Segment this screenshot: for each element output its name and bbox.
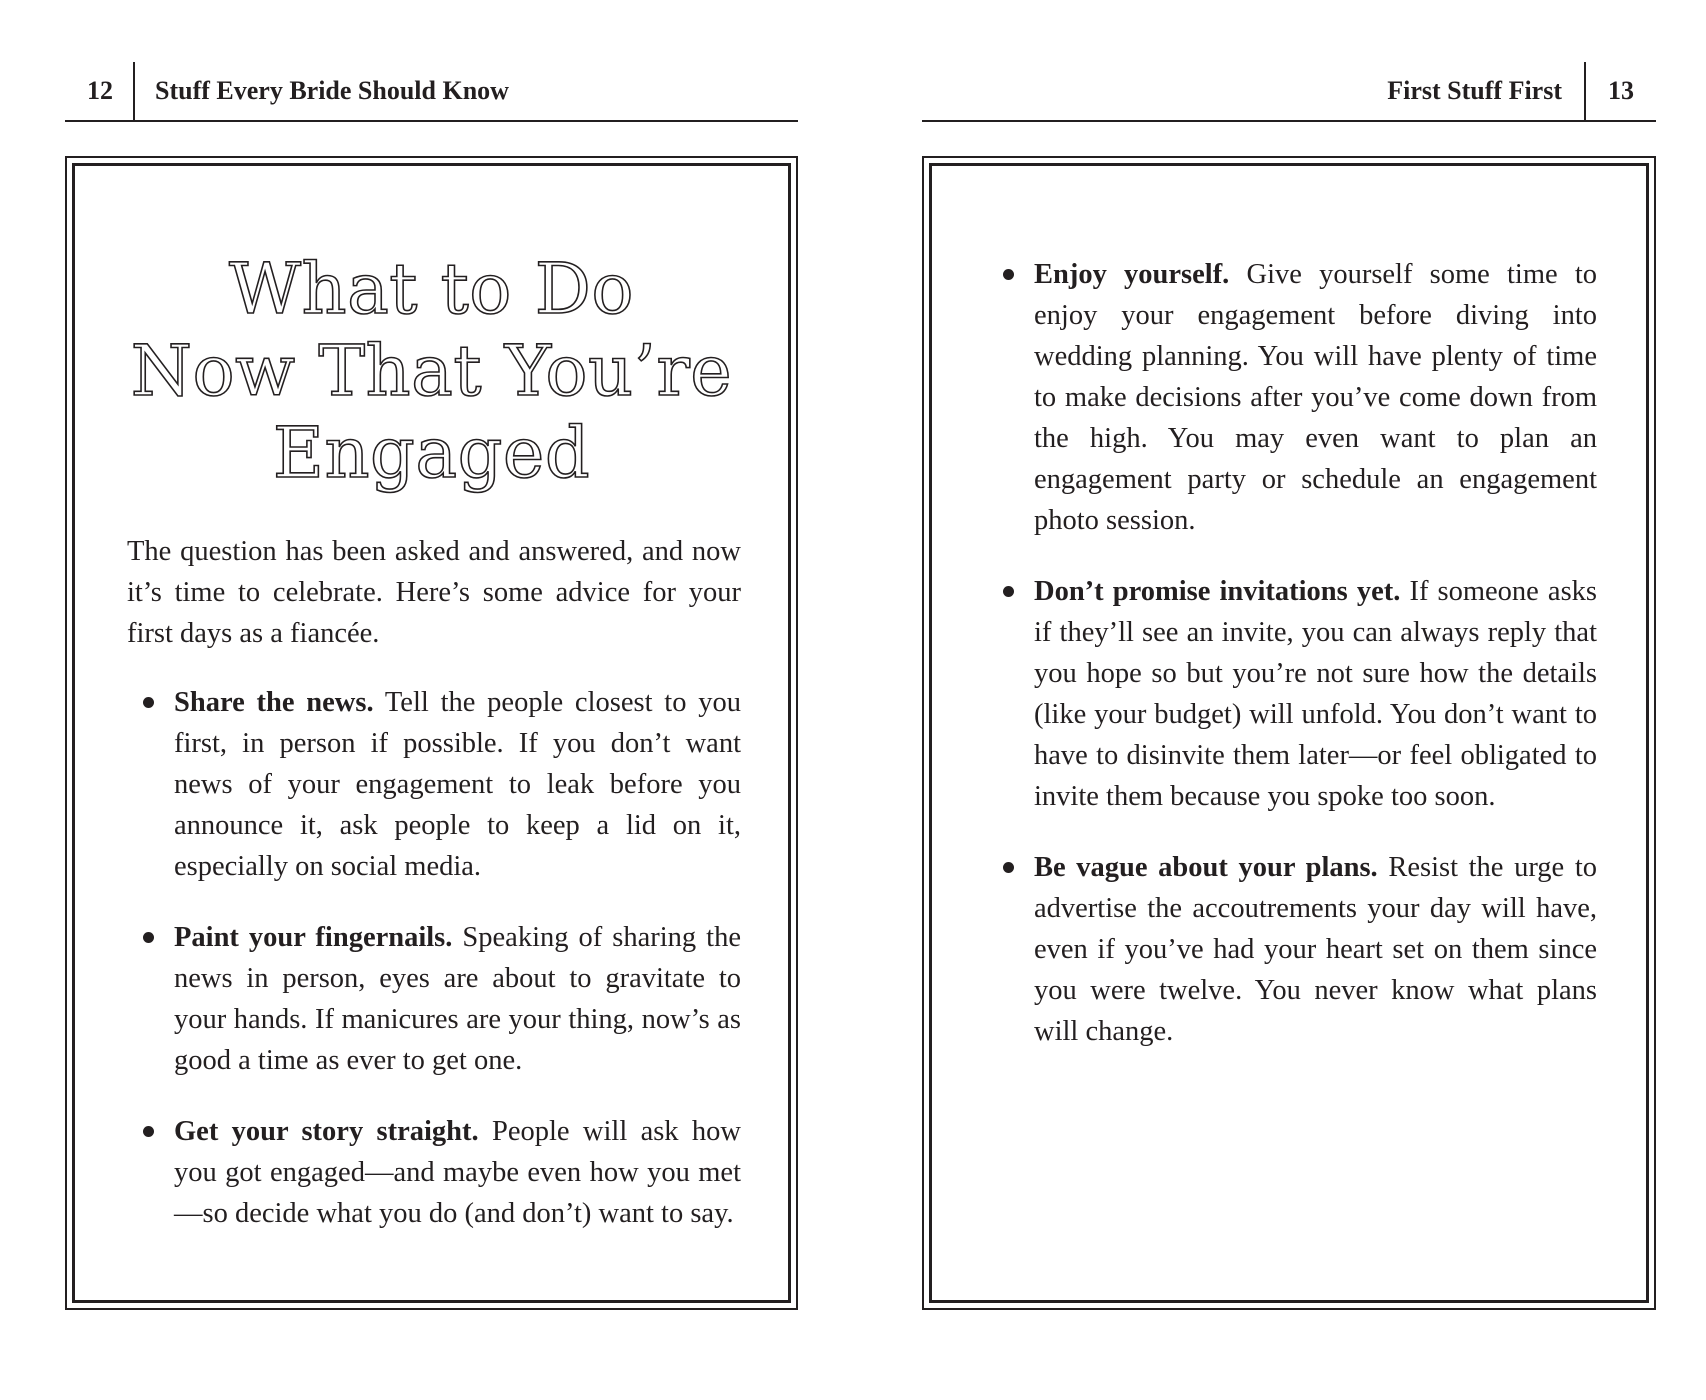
advice-item [174,917,741,1081]
advice-lead: Get your story straight. [174,1116,479,1147]
bullet-icon [143,1126,154,1137]
advice-lead: Enjoy yourself. [1034,259,1230,290]
running-head-title: First Stuff First [1387,76,1562,105]
chapter-title [75,248,788,494]
advice-item [174,1111,741,1234]
advice-lead: Don’t promise invitations yet. [1034,576,1401,607]
bullet-icon [143,932,154,943]
chapter-title-line: Now That You’re [130,330,733,412]
chapter-title-line: Engaged [272,412,591,494]
advice-item [1034,254,1597,541]
advice-list [1034,254,1597,1082]
advice-text: Tell the people closest to you first, in person if possible. If you don’t want news of your engagement to leak before you announce it, ask people to keep a lid on it, especially on social media. [174,687,741,882]
advice-lead: Share the news. [174,687,374,718]
advice-text: Give yourself some time to enjoy your engagement before diving into wedding planning. You will have plenty of time to make decisions after you’ve come down from the high. You may even want to plan an engagement party or schedule an engagement photo session. [1034,259,1597,536]
advice-list [174,682,741,1264]
advice-lead: Be vague about your plans. [1034,852,1378,883]
content-frame-inner [72,163,791,1303]
advice-item [174,682,741,887]
content-frame-left [65,156,798,1310]
running-head-left [65,62,798,122]
advice-text: Speaking of sharing the news in person, eyes are about to gravitate to your hands. If manicures are your thing, now’s as good a time as ever to get one. [174,922,741,1076]
running-head-right [922,62,1656,122]
advice-item [1034,847,1597,1052]
chapter-title-line: What to Do [229,248,634,330]
bullet-icon [143,697,154,708]
intro-paragraph: The question has been asked and answered, and now it’s time to celebrate. Here’s some advice for your first days as a fiancée. [127,536,741,649]
running-head-title: Stuff Every Bride Should Know [155,76,509,105]
advice-lead: Paint your fingernails. [174,922,453,953]
advice-text: Resist the urge to advertise the accoutrements your day will have, even if you’ve had your heart set on them since you were twelve. You never know what plans will change. [1034,852,1597,1047]
page-number: 12 [87,76,113,105]
advice-item [1034,571,1597,817]
bullet-icon [1003,269,1014,280]
advice-text: People will ask how you got engaged—and maybe even how you met—so decide what you do (and don’t) want to say. [174,1116,741,1229]
content-frame-right [922,156,1656,1310]
bullet-icon [1003,586,1014,597]
page-number: 13 [1608,76,1634,105]
advice-text: If someone asks if they’ll see an invite, you can always reply that you hope so but you’re not sure how the details (like your budget) will unfold. You don’t want to have to disinvite them later—or feel obligated to invite them because you spoke too soon. [1034,576,1597,812]
bullet-icon [1003,862,1014,873]
content-frame-inner [929,163,1649,1303]
